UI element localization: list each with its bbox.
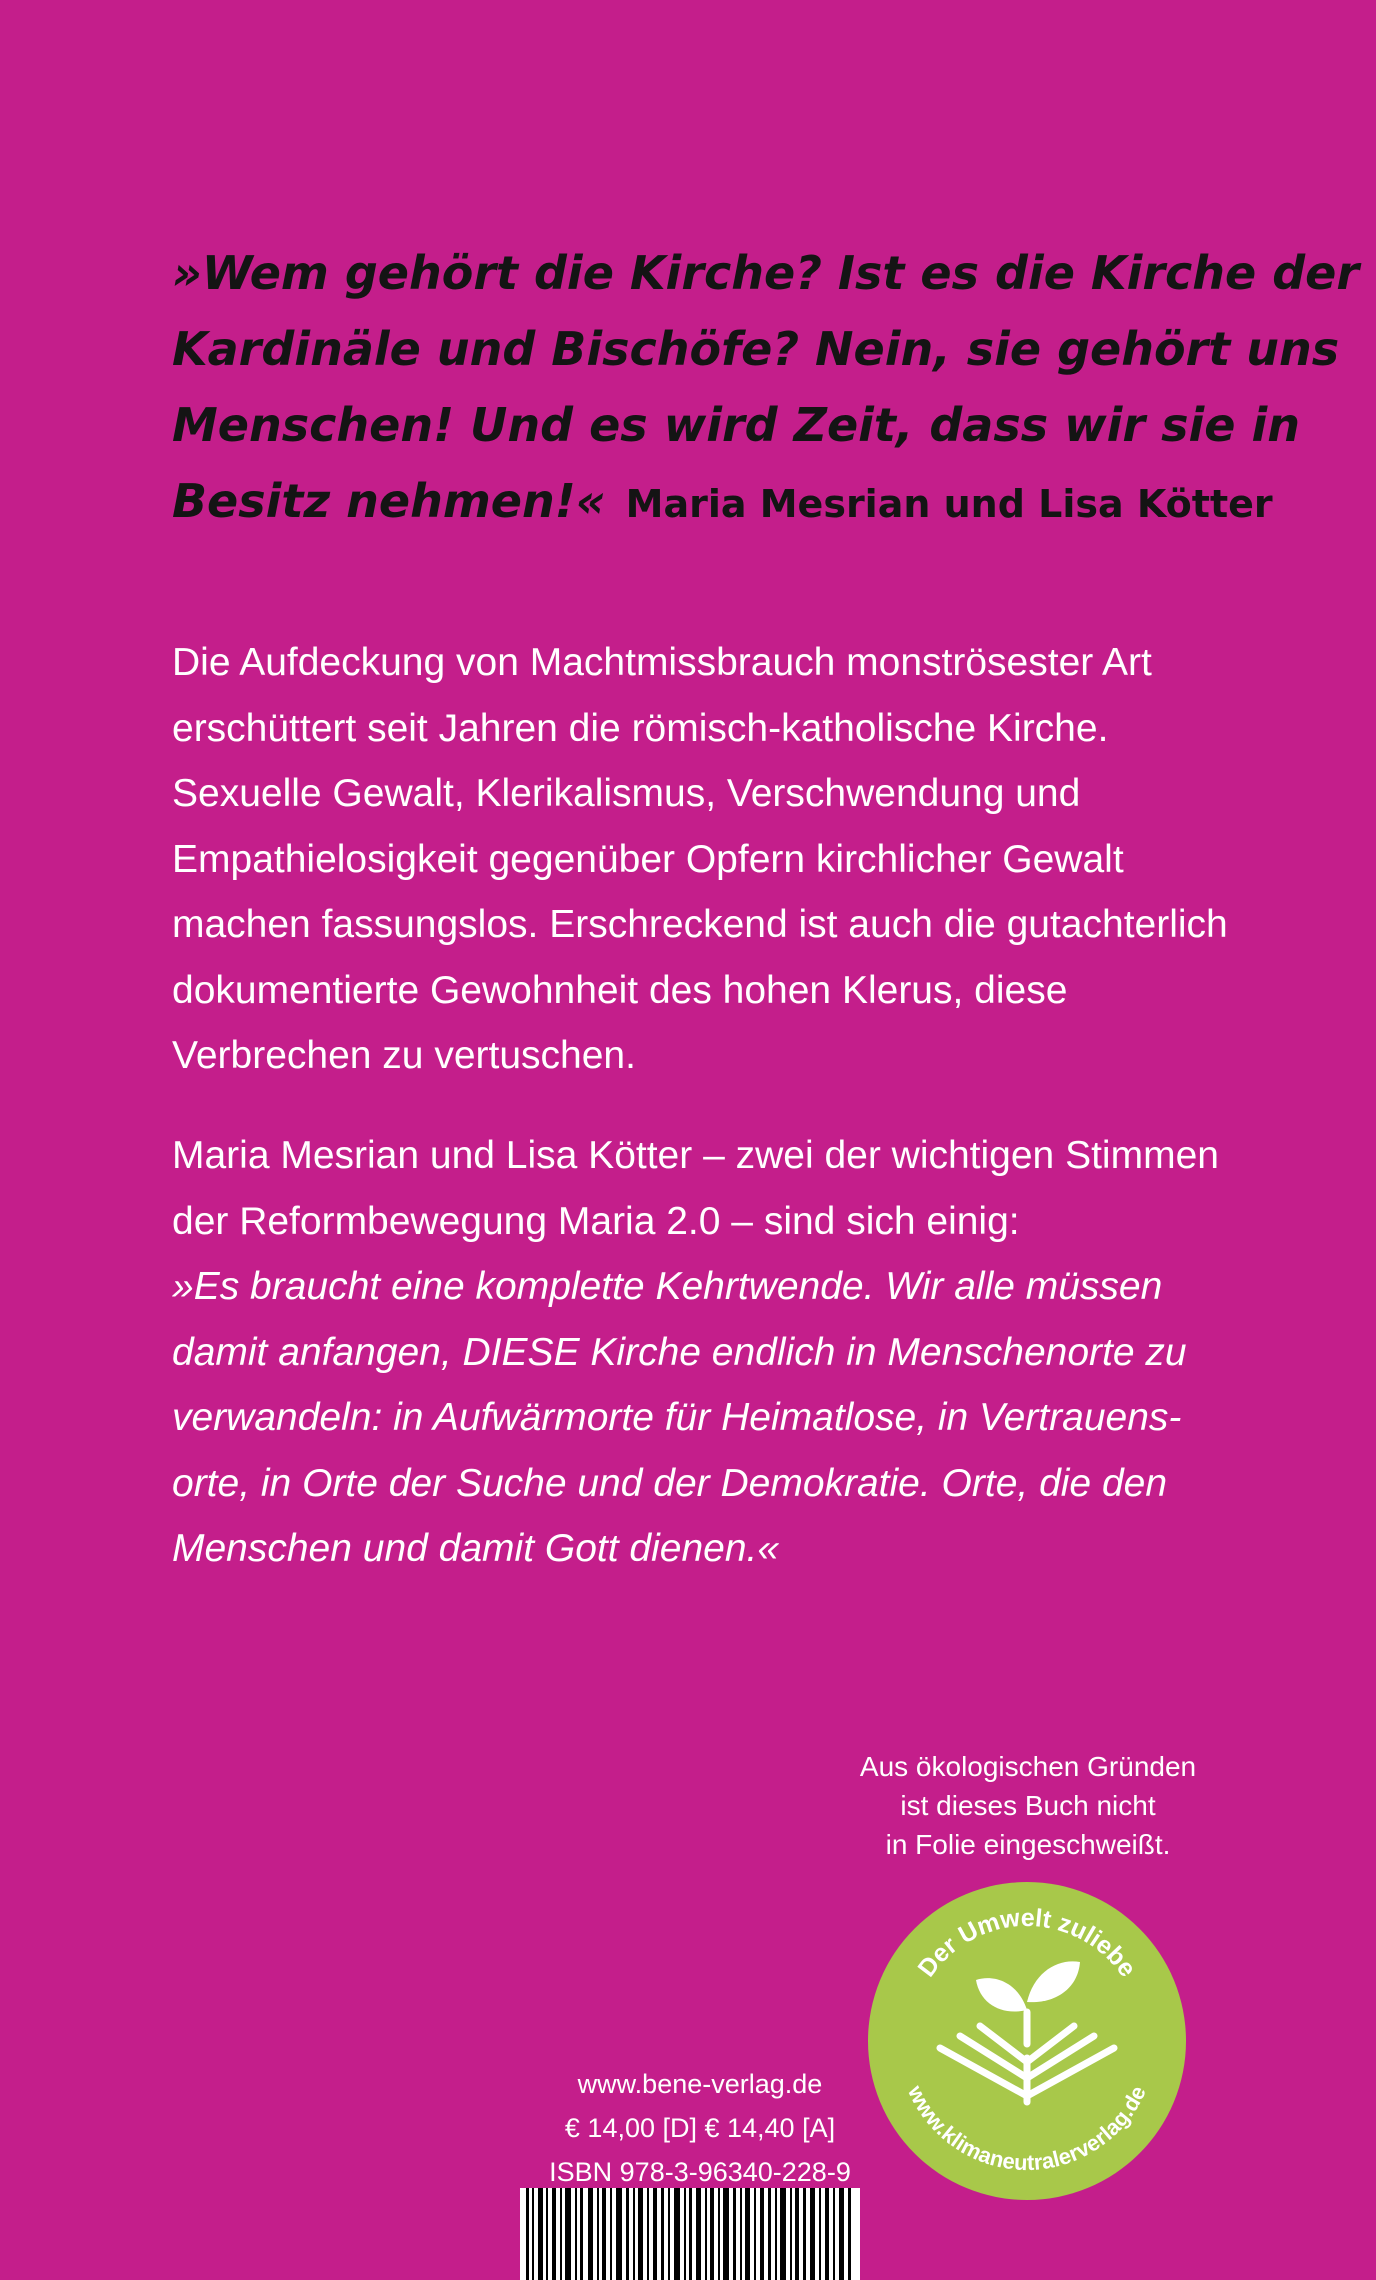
barcode xyxy=(520,2188,860,2280)
blurb-quote-line: orte, in Orte der Suche und der Demokratie. Orte, die den xyxy=(172,1461,1168,1505)
blurb-paragraph-2 xyxy=(172,1123,1232,1582)
quote-line-last xyxy=(172,463,1273,542)
quote-line: Kardinäle und Bischöfe? Nein, sie gehört uns xyxy=(172,322,1340,376)
blurb-paragraph-1 xyxy=(172,630,1232,1089)
quote-line: Besitz nehmen!« xyxy=(172,474,606,528)
isbn: ISBN 978-3-96340-228-9 xyxy=(549,2157,851,2187)
price: € 14,00 [D] € 14,40 [A] xyxy=(564,2113,836,2143)
publisher-website[interactable]: www.bene-verlag.de xyxy=(577,2069,823,2099)
quote-line: »Wem gehört die Kirche? Ist es die Kirche der xyxy=(172,246,1360,300)
eco-note-line: ist dieses Buch nicht xyxy=(900,1790,1156,1821)
blurb-line: Verbrechen zu vertuschen. xyxy=(172,1034,636,1077)
quote-line: Menschen! Und es wird Zeit, dass wir sie in xyxy=(172,398,1300,452)
blurb-line: erschüttert seit Jahren die römisch-katholische Kirche. xyxy=(172,706,1109,750)
blurb-line: Sexuelle Gewalt, Klerikalismus, Verschwendung und xyxy=(172,772,1081,815)
blurb-line: machen fassungslos. Erschreckend ist auch die gutachterlich xyxy=(172,903,1228,946)
quote-attribution: Maria Mesrian und Lisa Kötter xyxy=(625,482,1273,526)
blurb-line: dokumentierte Gewohnheit des hohen Klerus, diese xyxy=(172,968,1068,1012)
blurb-line: Empathielosigkeit gegenüber Opfern kirchlicher Gewalt xyxy=(172,837,1124,881)
blurb-quote-line: verwandeln: in Aufwärmorte für Heimatlose, in Vertrauens- xyxy=(172,1396,1182,1439)
badge-top-text: Der Umwelt zuliebe xyxy=(912,1903,1142,1983)
blurb-quote-line: damit anfangen, DIESE Kirche endlich in Menschenorte zu xyxy=(172,1330,1187,1374)
eco-note-line: in Folie eingeschweißt. xyxy=(885,1829,1171,1860)
cover-quote xyxy=(172,235,1360,542)
eco-note xyxy=(838,1747,1218,1864)
blurb-quote-line: »Es braucht eine komplette Kehrtwende. Wir alle müssen xyxy=(172,1265,1163,1308)
blurb-line: Die Aufdeckung von Machtmissbrauch monströsester Art xyxy=(172,641,1152,684)
blurb-line: Maria Mesrian und Lisa Kötter – zwei der wichtigen Stimmen xyxy=(172,1134,1219,1177)
imprint xyxy=(500,2062,900,2194)
eco-note-line: Aus ökologischen Gründen xyxy=(859,1751,1197,1782)
badge-bottom-text: www.klimaneutralerverlag.de xyxy=(903,2081,1151,2176)
blurb-line: der Reformbewegung Maria 2.0 – sind sich einig: xyxy=(172,1199,1020,1243)
climate-neutral-badge xyxy=(868,1882,1186,2200)
blurb-quote-line: Menschen und damit Gott dienen.« xyxy=(172,1527,780,1570)
